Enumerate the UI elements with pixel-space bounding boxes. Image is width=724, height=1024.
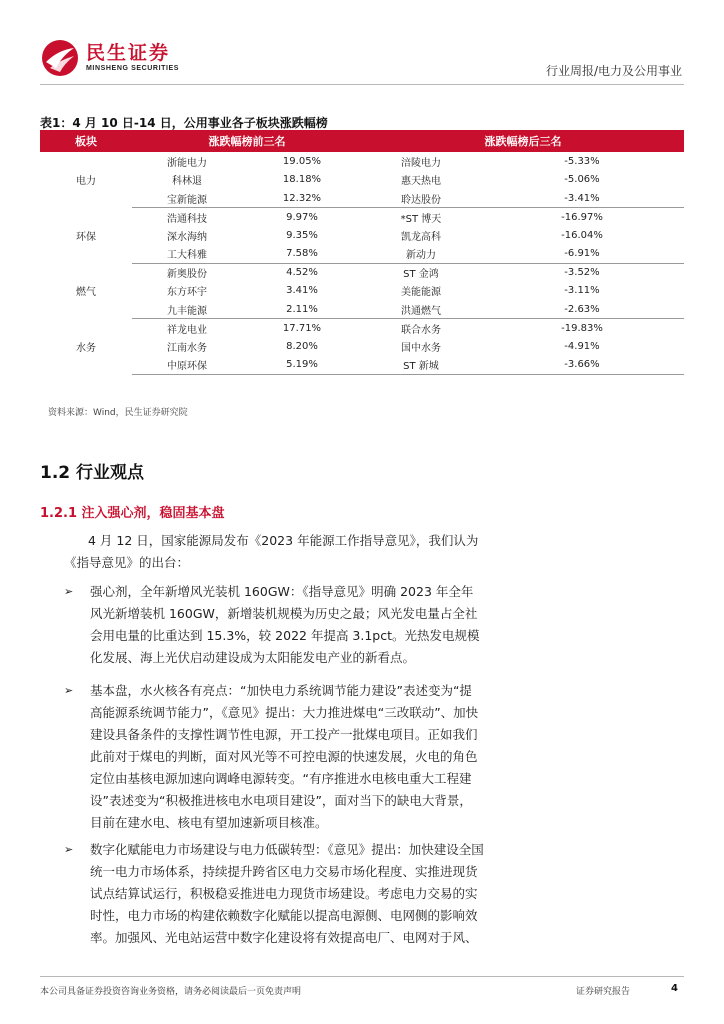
top-name-cell: 深水海纳 bbox=[167, 231, 207, 243]
page-header bbox=[0, 0, 724, 90]
bottom-value-cell: -5.33% bbox=[564, 155, 600, 167]
header-bottom-three: 涨跌幅榜后三名 bbox=[362, 130, 684, 152]
bottom-value-cell: -3.11% bbox=[564, 285, 600, 297]
top-value-cell: 9.35% bbox=[286, 229, 318, 241]
bullet-item bbox=[64, 680, 484, 834]
footer-disclaimer: 本公司具备证券投资咨询业务资格，请务必阅读最后一页免责声明 bbox=[40, 987, 302, 997]
top-name-cell: 新奥股份 bbox=[167, 269, 207, 280]
table-header-row bbox=[40, 130, 684, 152]
table-row bbox=[40, 152, 684, 171]
table-row bbox=[40, 245, 684, 264]
top-value-cell: 9.97% bbox=[286, 211, 318, 223]
header-divider bbox=[40, 84, 684, 85]
bottom-value-cell: -3.52% bbox=[564, 267, 600, 278]
table-row bbox=[40, 263, 684, 282]
top-name-cell: 九丰能源 bbox=[132, 300, 242, 319]
arrow-bullet-icon: ➢ bbox=[64, 843, 74, 856]
report-category: 行业周报/电力及公用事业 bbox=[545, 64, 682, 78]
table-row bbox=[40, 282, 684, 301]
bottom-name-cell: 聆达股份 bbox=[362, 189, 480, 208]
bottom-name-cell: 新动力 bbox=[362, 245, 480, 264]
top-value-cell: 18.18% bbox=[282, 174, 322, 186]
top-value-cell: 3.41% bbox=[286, 285, 318, 297]
table-row bbox=[40, 208, 684, 227]
top-value-cell: 19.05% bbox=[282, 155, 322, 167]
bottom-value-cell: -3.41% bbox=[480, 189, 684, 208]
table-row bbox=[40, 171, 684, 190]
top-value-cell: 7.58% bbox=[242, 245, 362, 264]
bullet-text: 强心剂，全年新增风光装机 160GW：《指导意见》明确 2023 年全年风光新增装机 160GW，新增装机规模为历史之最；风光发电量占全社会用电量的比重达到 15.3%，较 2022 年提高 3.1pct。光热发电规模化发展、海上光伏启动建设成为太阳能发电产业的新看点。 bbox=[90, 584, 480, 665]
top-name-cell: 中原环保 bbox=[132, 356, 242, 375]
table-row bbox=[40, 337, 684, 356]
bottom-value-cell: -5.06% bbox=[564, 174, 600, 186]
bottom-name-cell: *ST 博天 bbox=[400, 213, 442, 225]
footer-report-type: 证券研究报告 bbox=[575, 987, 630, 997]
header-sector: 板块 bbox=[40, 130, 132, 152]
table-row bbox=[40, 189, 684, 208]
bottom-value-cell: -4.91% bbox=[564, 340, 600, 352]
brand-logo bbox=[40, 38, 179, 78]
bottom-value-cell: -19.83% bbox=[561, 322, 603, 334]
bullet-text: 数字化赋能电力市场建设与电力低碳转型：《意见》提出：加快建设全国统一电力市场体系，持续提升跨省区电力交易市场化程度、实推进现货试点结算试运行，积极稳妥推进电力现货市场建设。考虑电力交易的实时性，电力市场的构建依赖数字化赋能以提高电源侧、电网侧的影响效率。加强风、光电站运营中数字化建设将有效提高电厂、电网对于风、 bbox=[90, 842, 484, 945]
intro-paragraph: 4 月 12 日，国家能源局发布《2023 年能源工作指导意见》，我们认为《指导意见》的出台： bbox=[64, 533, 479, 570]
top-value-cell: 4.52% bbox=[286, 267, 318, 278]
table-row bbox=[40, 300, 684, 319]
bottom-value-cell: -16.97% bbox=[561, 211, 603, 223]
top-value-cell: 8.20% bbox=[286, 340, 318, 352]
arrow-bullet-icon: ➢ bbox=[64, 585, 74, 598]
table-row bbox=[40, 319, 684, 338]
top-name-cell: 祥龙电业 bbox=[167, 324, 207, 336]
bottom-value-cell: -3.66% bbox=[480, 356, 684, 375]
footer-divider bbox=[40, 976, 684, 977]
bottom-value-cell: -16.04% bbox=[561, 229, 603, 241]
top-name-cell: 东方环宇 bbox=[167, 287, 207, 299]
sector-cell: 电力 bbox=[76, 176, 96, 188]
bottom-value-cell: -6.91% bbox=[480, 245, 684, 264]
logo-chinese-name: 民生证券 bbox=[86, 42, 171, 64]
bullet-item bbox=[64, 581, 484, 669]
top-value-cell: 5.19% bbox=[242, 356, 362, 375]
bottom-name-cell: 涪陵电力 bbox=[401, 157, 441, 169]
header-top-three: 涨跌幅榜前三名 bbox=[132, 130, 362, 152]
top-value-cell: 17.71% bbox=[282, 322, 322, 334]
top-name-cell: 科林退 bbox=[172, 176, 202, 188]
top-name-cell: 浙能电力 bbox=[167, 157, 207, 169]
top-value-cell: 12.32% bbox=[242, 189, 362, 208]
bottom-name-cell: 国中水务 bbox=[401, 342, 441, 354]
top-value-cell: 2.11% bbox=[242, 300, 362, 319]
top-name-cell: 江南水务 bbox=[167, 342, 207, 354]
sector-cell: 燃气 bbox=[76, 287, 96, 299]
bullet-text: 基本盘，水火核各有亮点：“加快电力系统调节能力建设”表述变为“提高能源系统调节能力”，《意见》提出：大力推进煤电“三改联动”、加快建设具备条件的支撑性调节性电源，开工投产一批煤电项目。正如我们此前对于煤电的判断，面对风光等不可控电源的快速发展，火电的角色定位由基核电源加速向调峰电源转变。“有序推进水电核电重大工程建设”表述变为“积极推进核电水电项目建设”，面对当下的缺电大背景，目前在建水电、核电有望加速新项目核准。 bbox=[90, 683, 479, 830]
table-source: 资料来源：Wind，民生证券研究院 bbox=[48, 408, 188, 418]
bullet-item bbox=[64, 839, 484, 949]
bottom-name-cell: ST 金鸿 bbox=[403, 269, 439, 280]
subsection-heading: 1.2.1 注入强心剂，稳固基本盘 bbox=[40, 506, 225, 521]
bottom-name-cell: 洪通燃气 bbox=[362, 300, 480, 319]
table-row bbox=[40, 356, 684, 375]
sector-cell: 环保 bbox=[76, 231, 96, 243]
table-row bbox=[40, 226, 684, 245]
logo-english-name: MINSHENG SECURITIES bbox=[86, 65, 180, 72]
minsheng-logo-icon bbox=[40, 38, 80, 78]
bottom-name-cell: 联合水务 bbox=[401, 324, 441, 336]
bottom-name-cell: 美能能源 bbox=[401, 287, 441, 299]
top-name-cell: 工大科雅 bbox=[132, 245, 242, 264]
section-heading: 1.2 行业观点 bbox=[40, 463, 145, 483]
bottom-name-cell: 惠天热电 bbox=[401, 176, 441, 188]
page-number: 4 bbox=[671, 983, 678, 994]
arrow-bullet-icon: ➢ bbox=[64, 684, 74, 697]
performance-table bbox=[40, 130, 684, 375]
top-name-cell: 宝新能源 bbox=[132, 189, 242, 208]
table-title: 表1：4 月 10 日-14 日，公用事业各子板块涨跌幅榜 bbox=[40, 116, 328, 130]
top-name-cell: 浩通科技 bbox=[167, 213, 207, 225]
sector-cell: 水务 bbox=[76, 342, 96, 354]
bottom-value-cell: -2.63% bbox=[480, 300, 684, 319]
bottom-name-cell: ST 新城 bbox=[362, 356, 480, 375]
bottom-name-cell: 凯龙高科 bbox=[401, 231, 441, 243]
